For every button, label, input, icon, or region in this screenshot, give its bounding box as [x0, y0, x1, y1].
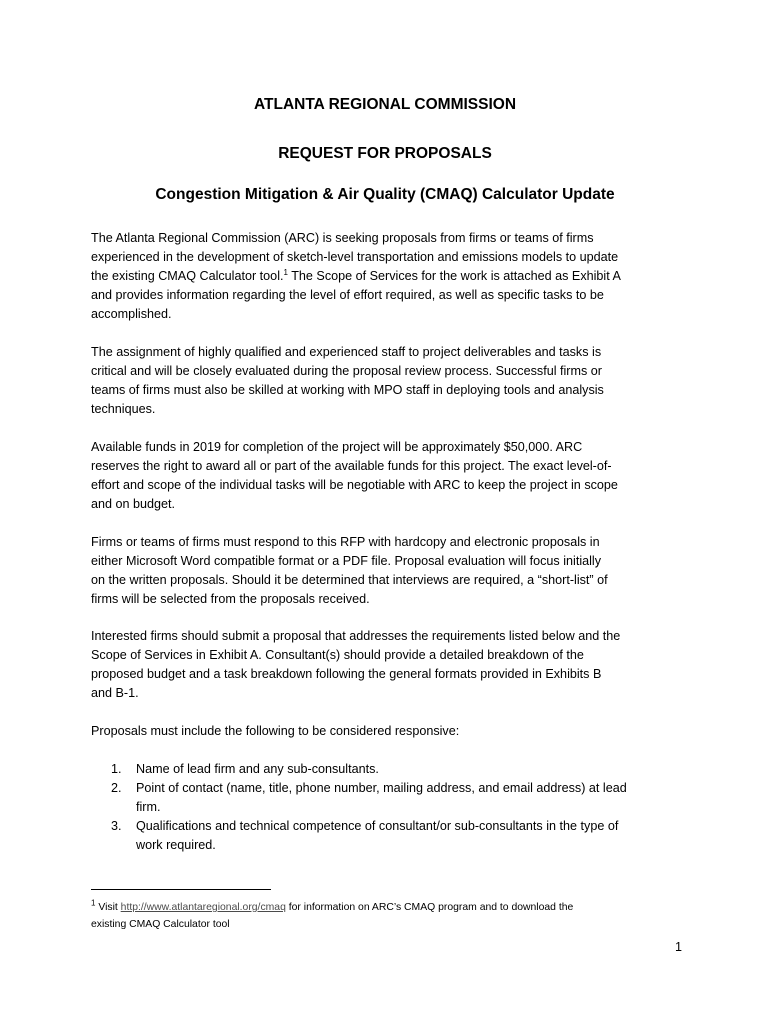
footnote-separator [91, 889, 271, 890]
footnote [91, 899, 691, 933]
footnote-suffix: for information on ARC’s CMAQ program and to download the existing CMAQ Calculator tool [91, 902, 574, 930]
footnote-ref-marker: 1 [283, 267, 288, 277]
paragraph-submission [91, 627, 691, 703]
list-item-text: Name of lead firm and any sub-consultants. [136, 762, 379, 776]
list-item-text: Qualifications and technical competence of consultant/or sub-consultants in the type of work required. [136, 819, 619, 852]
requirements-list [111, 760, 691, 855]
paragraph-intro-text-b: The Scope of Services for the work is attached as Exhibit A and provides information regarding the level of effort required, as well as specific tasks to be accomplished. [91, 269, 621, 321]
list-item-number: 3. [111, 819, 122, 833]
paragraph-submission-text: Interested firms should submit a proposal that addresses the requirements listed below and the Scope of Services in Exhibit A. Consultant(s) should provide a detailed breakdown of the proposed budget and a task breakdown following the general formats provided in Exhibits B and B-1. [91, 629, 621, 700]
list-item-number: 1. [111, 762, 122, 776]
list-item [111, 817, 691, 855]
paragraph-funds [91, 438, 691, 514]
list-item [111, 760, 691, 779]
paragraph-intro-text-a: The Atlanta Regional Commission (ARC) is seeking proposals from firms or teams of firms experienced in the development of sketch-level transportation and emissions models to update the existing CMAQ Calculator tool. [91, 231, 619, 283]
paragraph-response-format [91, 533, 691, 609]
list-item-number: 2. [111, 781, 122, 795]
cmaq-link[interactable]: http://www.atlantaregional.org/cmaq [120, 902, 286, 913]
page-number: 1 [674, 940, 682, 954]
list-item [111, 779, 691, 817]
paragraph-intro [91, 229, 691, 324]
footnote-prefix: Visit [95, 902, 121, 913]
list-item-text: Point of contact (name, title, phone number, mailing address, and email address) at lead firm. [136, 781, 627, 814]
paragraph-funds-text: Available funds in 2019 for completion of the project will be approximately $50,000. ARC reserves the right to award all or part of the available funds for this project. The exact level-of- effort and scope of the individual tasks will be negotiable with ARC to keep the project in scope and on budget. [91, 440, 618, 511]
paragraph-response-format-text: Firms or teams of firms must respond to this RFP with hardcopy and electronic proposals in either Microsoft Word compatible format or a PDF file. Proposal evaluation will focus initially on the written proposals. Should it be determined that interviews are required, a “short-list” of firms will be selected from the proposals received. [91, 535, 608, 606]
project-title: Congestion Mitigation & Air Quality (CMAQ) Calculator Update [155, 186, 615, 203]
paragraph-requirements-intro-text: Proposals must include the following to be considered responsive: [91, 724, 460, 738]
paragraph-staffing [91, 343, 691, 419]
org-title: ATLANTA REGIONAL COMMISSION [253, 96, 517, 113]
paragraph-staffing-text: The assignment of highly qualified and experienced staff to project deliverables and tasks is critical and will be closely evaluated during the proposal review process. Successful firms or teams of firms must also be skilled at working with MPO staff in deploying tools and analysis techniques. [91, 345, 604, 416]
footnote-number: 1 [91, 898, 96, 908]
document-title: REQUEST FOR PROPOSALS [278, 145, 492, 162]
paragraph-requirements-intro [91, 722, 691, 741]
